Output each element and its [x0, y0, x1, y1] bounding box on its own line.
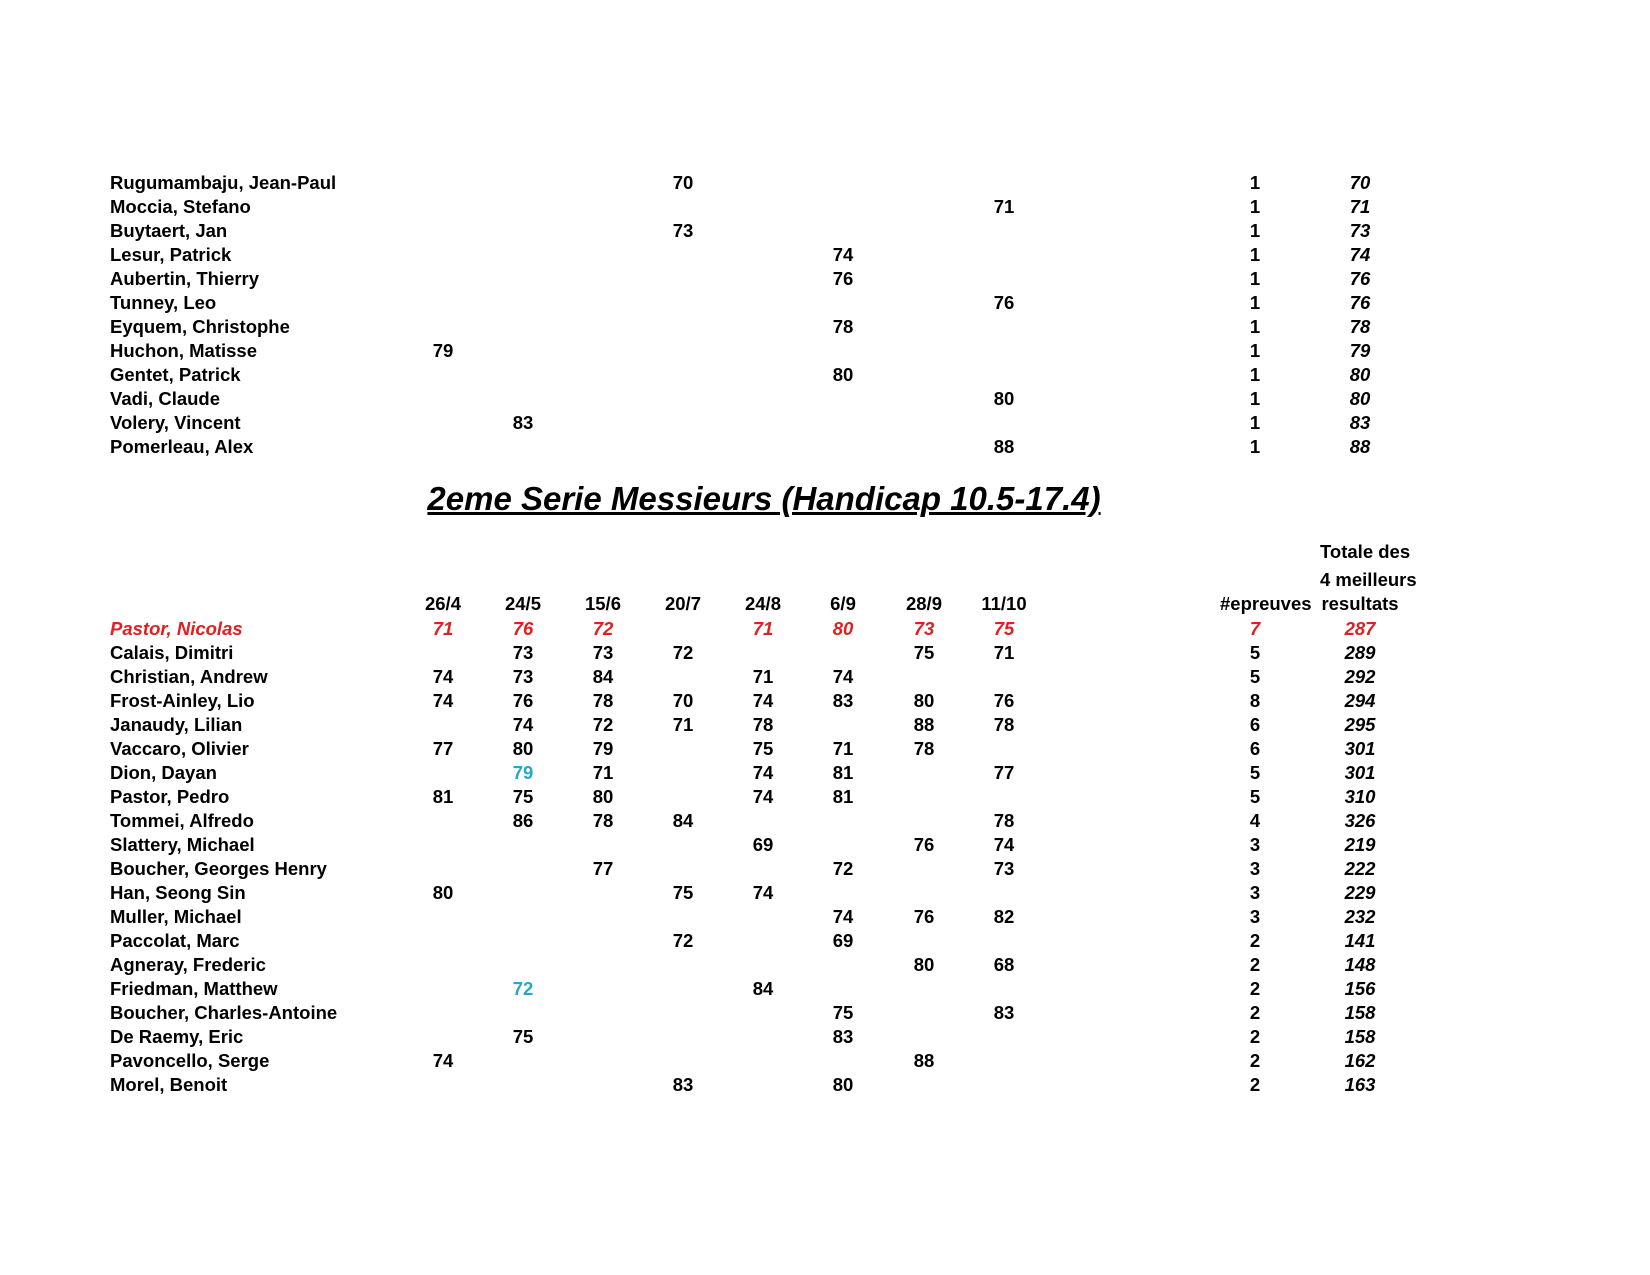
player-name: Boucher, Georges Henry: [110, 858, 327, 879]
event-count: 1: [1249, 388, 1261, 409]
player-name: Pastor, Nicolas: [110, 618, 243, 639]
date-header-4: 24/8: [744, 593, 781, 614]
score-cell: 73: [672, 220, 694, 241]
total-header-line-3: resultats: [1321, 593, 1399, 614]
event-count: 7: [1249, 618, 1261, 639]
score-cell: 79: [512, 762, 534, 783]
player-name: Paccolat, Marc: [110, 930, 240, 951]
date-header-6: 28/9: [905, 593, 942, 614]
score-cell: 70: [672, 690, 694, 711]
score-cell: 74: [832, 666, 854, 687]
event-count: 3: [1249, 834, 1261, 855]
score-cell: 74: [993, 834, 1015, 855]
score-cell: 73: [993, 858, 1015, 879]
score-cell: 68: [993, 954, 1015, 975]
player-name: Calais, Dimitri: [110, 642, 234, 663]
best-total: 162: [1344, 1050, 1376, 1071]
table-row: [0, 387, 1650, 411]
best-total: 76: [1349, 292, 1371, 313]
player-name: Vadi, Claude: [110, 388, 221, 409]
score-cell: 74: [752, 882, 774, 903]
player-name: Pomerleau, Alex: [110, 436, 254, 457]
table-row: [0, 953, 1650, 977]
score-cell: 73: [512, 666, 534, 687]
table-row: [0, 243, 1650, 267]
player-name: Christian, Andrew: [110, 666, 268, 687]
player-name: Han, Seong Sin: [110, 882, 246, 903]
score-cell: 75: [752, 738, 774, 759]
score-cell: 88: [913, 1050, 935, 1071]
table-row: [0, 905, 1650, 929]
score-cell: 76: [993, 690, 1015, 711]
table-row: [0, 665, 1650, 689]
player-name: Friedman, Matthew: [110, 978, 278, 999]
event-count: 2: [1249, 1026, 1261, 1047]
best-total: 158: [1344, 1026, 1376, 1047]
score-cell: 83: [832, 690, 854, 711]
score-cell: 83: [832, 1026, 854, 1047]
event-count: 1: [1249, 436, 1261, 457]
score-cell: 80: [913, 690, 935, 711]
player-name: Tommei, Alfredo: [110, 810, 254, 831]
event-count: 1: [1249, 220, 1261, 241]
date-header-3: 20/7: [664, 593, 701, 614]
best-total: 156: [1344, 978, 1376, 999]
score-cell: 81: [832, 786, 854, 807]
score-cell: 74: [432, 666, 454, 687]
score-cell: 71: [752, 618, 774, 639]
table-row: [0, 809, 1650, 833]
score-cell: 76: [512, 618, 534, 639]
player-name: Huchon, Matisse: [110, 340, 257, 361]
event-count: 1: [1249, 316, 1261, 337]
score-cell: 72: [512, 978, 534, 999]
table-row: [0, 171, 1650, 195]
best-total: 76: [1349, 268, 1371, 289]
score-cell: 80: [993, 388, 1015, 409]
score-cell: 76: [913, 906, 935, 927]
best-total: 222: [1344, 858, 1376, 879]
event-count: 2: [1249, 954, 1261, 975]
date-header-1: 24/5: [504, 593, 541, 614]
event-count: 2: [1249, 1074, 1261, 1095]
event-count: 1: [1249, 196, 1261, 217]
table-row: [0, 833, 1650, 857]
best-total: 310: [1344, 786, 1376, 807]
player-name: Morel, Benoit: [110, 1074, 228, 1095]
top-results-table: [0, 171, 1650, 459]
player-name: Agneray, Frederic: [110, 954, 266, 975]
score-cell: 74: [832, 244, 854, 265]
total-header-line-2: 4 meilleurs: [1320, 569, 1417, 590]
score-cell: 73: [592, 642, 614, 663]
table-row: [0, 929, 1650, 953]
score-cell: 75: [512, 786, 534, 807]
player-name: Lesur, Patrick: [110, 244, 232, 265]
table-row: [0, 435, 1650, 459]
event-count: 5: [1249, 642, 1261, 663]
score-cell: 75: [913, 642, 935, 663]
best-total: 219: [1344, 834, 1376, 855]
best-total: 292: [1344, 666, 1376, 687]
score-cell: 70: [672, 172, 694, 193]
table-row: [0, 617, 1650, 641]
score-cell: 78: [752, 714, 774, 735]
score-cell: 83: [512, 412, 534, 433]
score-cell: 71: [672, 714, 694, 735]
best-total: 295: [1344, 714, 1376, 735]
best-total: 78: [1349, 316, 1371, 337]
player-name: Pastor, Pedro: [110, 786, 230, 807]
score-cell: 77: [592, 858, 614, 879]
score-cell: 71: [993, 196, 1015, 217]
score-cell: 76: [993, 292, 1015, 313]
best-total: 148: [1344, 954, 1376, 975]
best-total: 71: [1349, 196, 1371, 217]
score-cell: 81: [432, 786, 454, 807]
section-title: 2eme Serie Messieurs (Handicap 10.5-17.4): [427, 480, 1101, 517]
serie-results-table: [0, 617, 1650, 1097]
score-cell: 78: [592, 690, 614, 711]
score-cell: 84: [672, 810, 694, 831]
table-row: [0, 785, 1650, 809]
score-cell: 78: [993, 810, 1015, 831]
table-row: [0, 1001, 1650, 1025]
score-cell: 74: [432, 1050, 454, 1071]
table-row: [0, 1025, 1650, 1049]
score-cell: 83: [672, 1074, 694, 1095]
player-name: Boucher, Charles-Antoine: [110, 1002, 338, 1023]
best-total: 163: [1344, 1074, 1376, 1095]
table-row: [0, 689, 1650, 713]
score-cell: 79: [432, 340, 454, 361]
score-cell: 80: [913, 954, 935, 975]
event-count: 5: [1249, 666, 1261, 687]
table-row: [0, 339, 1650, 363]
table-row: [0, 411, 1650, 435]
table-row: [0, 1073, 1650, 1097]
count-header: #epreuves: [1220, 593, 1312, 614]
event-count: 2: [1249, 978, 1261, 999]
score-cell: 75: [672, 882, 694, 903]
player-name: Pavoncello, Serge: [110, 1050, 270, 1071]
table-row: [0, 881, 1650, 905]
score-cell: 71: [832, 738, 854, 759]
best-total: 83: [1349, 412, 1371, 433]
player-name: Volery, Vincent: [110, 412, 241, 433]
score-cell: 78: [993, 714, 1015, 735]
score-cell: 74: [832, 906, 854, 927]
score-cell: 74: [512, 714, 534, 735]
score-cell: 72: [592, 714, 614, 735]
table-row: [0, 857, 1650, 881]
date-header-row: [0, 592, 1650, 616]
player-name: Frost-Ainley, Lio: [110, 690, 255, 711]
player-name: Rugumambaju, Jean-Paul: [110, 172, 337, 193]
event-count: 1: [1249, 340, 1261, 361]
table-row: [0, 641, 1650, 665]
score-cell: 71: [752, 666, 774, 687]
event-count: 1: [1249, 292, 1261, 313]
event-count: 8: [1249, 690, 1261, 711]
player-name: Muller, Michael: [110, 906, 242, 927]
score-cell: 80: [832, 1074, 854, 1095]
table-row: [0, 219, 1650, 243]
score-cell: 73: [913, 618, 935, 639]
table-row: [0, 195, 1650, 219]
best-total: 289: [1344, 642, 1376, 663]
table-row: [0, 761, 1650, 785]
score-cell: 72: [592, 618, 614, 639]
event-count: 3: [1249, 906, 1261, 927]
event-count: 1: [1249, 364, 1261, 385]
score-cell: 79: [592, 738, 614, 759]
date-header-2: 15/6: [584, 593, 621, 614]
score-cell: 83: [993, 1002, 1015, 1023]
player-name: Dion, Dayan: [110, 762, 217, 783]
table-row: [0, 291, 1650, 315]
score-cell: 78: [913, 738, 935, 759]
score-cell: 75: [832, 1002, 854, 1023]
best-total: 88: [1349, 436, 1371, 457]
score-cell: 73: [512, 642, 534, 663]
event-count: 1: [1249, 268, 1261, 289]
player-name: Slattery, Michael: [110, 834, 255, 855]
score-cell: 80: [832, 618, 854, 639]
score-cell: 76: [913, 834, 935, 855]
best-total: 73: [1349, 220, 1371, 241]
best-total: 294: [1344, 690, 1376, 711]
score-cell: 74: [752, 786, 774, 807]
score-cell: 69: [752, 834, 774, 855]
best-total: 158: [1344, 1002, 1376, 1023]
best-total: 70: [1349, 172, 1371, 193]
score-cell: 88: [993, 436, 1015, 457]
score-cell: 76: [832, 268, 854, 289]
score-cell: 84: [752, 978, 774, 999]
event-count: 4: [1249, 810, 1261, 831]
score-cell: 84: [592, 666, 614, 687]
best-total: 80: [1349, 388, 1371, 409]
score-cell: 74: [752, 690, 774, 711]
table-row: [0, 737, 1650, 761]
score-cell: 80: [512, 738, 534, 759]
total-header-line-1: Totale des: [1320, 541, 1411, 562]
score-cell: 72: [672, 642, 694, 663]
event-count: 3: [1249, 858, 1261, 879]
event-count: 1: [1249, 412, 1261, 433]
score-cell: 80: [592, 786, 614, 807]
event-count: 5: [1249, 762, 1261, 783]
player-name: Buytaert, Jan: [110, 220, 228, 241]
score-cell: 86: [512, 810, 534, 831]
player-name: Moccia, Stefano: [110, 196, 251, 217]
table-row: [0, 363, 1650, 387]
player-name: Janaudy, Lilian: [110, 714, 243, 735]
best-total: 232: [1344, 906, 1376, 927]
event-count: 6: [1249, 714, 1261, 735]
score-cell: 81: [832, 762, 854, 783]
score-cell: 82: [993, 906, 1015, 927]
best-total: 141: [1344, 930, 1376, 951]
event-count: 5: [1249, 786, 1261, 807]
score-cell: 74: [432, 690, 454, 711]
score-cell: 80: [432, 882, 454, 903]
table-row: [0, 977, 1650, 1001]
best-total: 80: [1349, 364, 1371, 385]
event-count: 3: [1249, 882, 1261, 903]
best-total: 301: [1344, 738, 1376, 759]
best-total: 79: [1349, 340, 1371, 361]
score-cell: 69: [832, 930, 854, 951]
score-cell: 74: [752, 762, 774, 783]
score-cell: 76: [512, 690, 534, 711]
best-total: 287: [1344, 618, 1376, 639]
player-name: Eyquem, Christophe: [110, 316, 290, 337]
player-name: Gentet, Patrick: [110, 364, 241, 385]
best-total: 326: [1344, 810, 1376, 831]
event-count: 2: [1249, 930, 1261, 951]
date-header-5: 6/9: [830, 593, 856, 614]
player-name: De Raemy, Eric: [110, 1026, 244, 1047]
player-name: Tunney, Leo: [110, 292, 217, 313]
score-cell: 72: [832, 858, 854, 879]
date-header-7: 11/10: [981, 593, 1027, 614]
score-cell: 78: [832, 316, 854, 337]
event-count: 2: [1249, 1050, 1261, 1071]
table-row: [0, 267, 1650, 291]
date-header-0: 26/4: [424, 593, 461, 614]
score-cell: 80: [832, 364, 854, 385]
score-cell: 71: [432, 618, 454, 639]
player-name: Vaccaro, Olivier: [110, 738, 249, 759]
table-row: [0, 315, 1650, 339]
table-row: [0, 713, 1650, 737]
table-row: [0, 1049, 1650, 1073]
score-cell: 88: [913, 714, 935, 735]
score-cell: 75: [512, 1026, 534, 1047]
score-cell: 72: [672, 930, 694, 951]
score-cell: 78: [592, 810, 614, 831]
event-count: 6: [1249, 738, 1261, 759]
event-count: 2: [1249, 1002, 1261, 1023]
event-count: 1: [1249, 172, 1261, 193]
score-cell: 71: [592, 762, 614, 783]
best-total: 301: [1344, 762, 1376, 783]
best-total: 229: [1344, 882, 1376, 903]
score-cell: 77: [993, 762, 1015, 783]
score-cell: 75: [993, 618, 1015, 639]
event-count: 1: [1249, 244, 1261, 265]
best-total: 74: [1349, 244, 1371, 265]
score-cell: 71: [993, 642, 1015, 663]
player-name: Aubertin, Thierry: [110, 268, 260, 289]
score-cell: 77: [432, 738, 454, 759]
